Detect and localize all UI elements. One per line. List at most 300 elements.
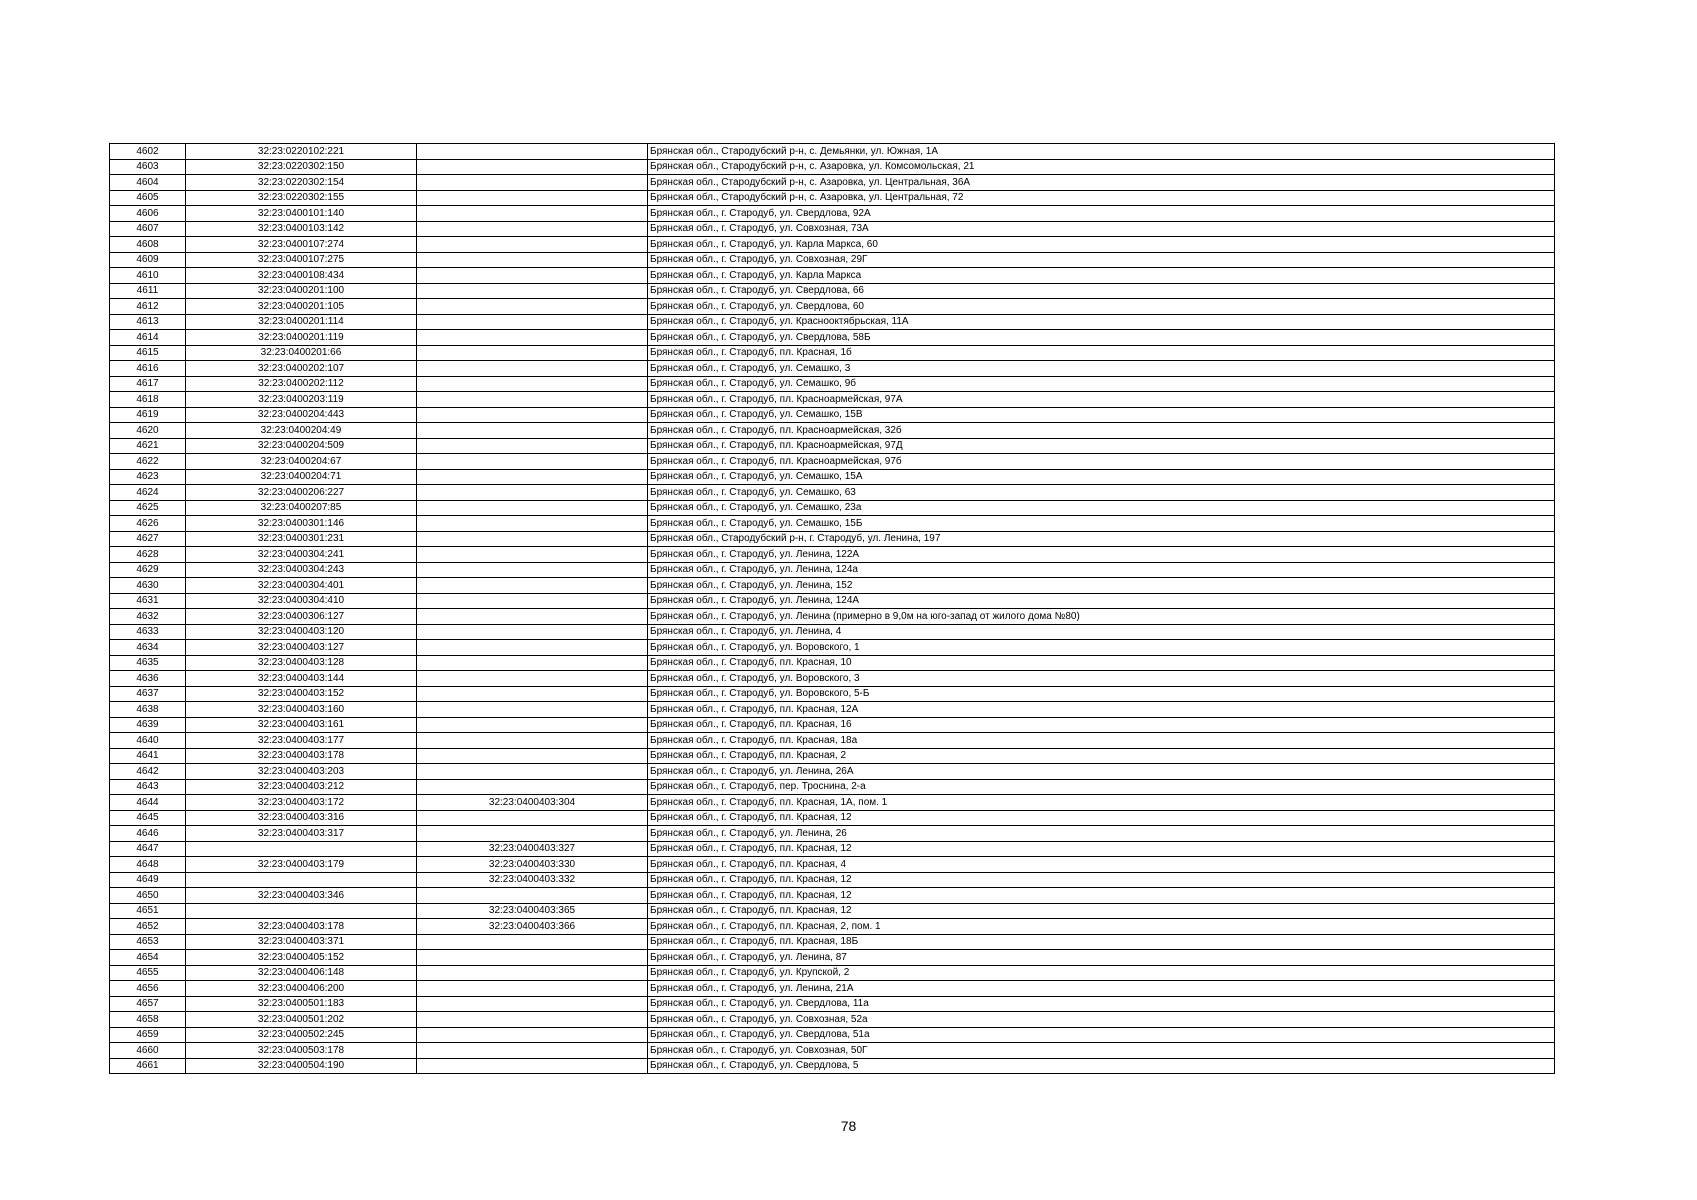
table-row (110, 221, 1555, 237)
table-row (110, 159, 1555, 175)
table-row (110, 423, 1555, 439)
table-row (110, 283, 1555, 299)
address-cell: Брянская обл., г. Стародуб, пл. Красная, 18Б (648, 934, 1555, 950)
building-cadastral-cell (417, 454, 648, 470)
cadastral-number-cell: 32:23:0400201:100 (186, 283, 417, 299)
address-cell: Брянская обл., г. Стародуб, пл. Красноармейская, 97А (648, 392, 1555, 408)
address-cell: Брянская обл., Стародубский р-н, с. Азаровка, ул. Центральная, 72 (648, 190, 1555, 206)
address-cell: Брянская обл., г. Стародуб, пл. Красноармейская, 32б (648, 423, 1555, 439)
table-row (110, 857, 1555, 873)
building-cadastral-cell (417, 671, 648, 687)
address-cell: Брянская обл., г. Стародуб, ул. Ленина (примерно в 9,0м на юго-запад от жилого дома №80) (648, 609, 1555, 625)
table-row (110, 206, 1555, 222)
address-cell: Брянская обл., г. Стародуб, пл. Красная, 12 (648, 810, 1555, 826)
building-cadastral-cell (417, 330, 648, 346)
building-cadastral-cell (417, 640, 648, 656)
building-cadastral-cell: 32:23:0400403:332 (417, 872, 648, 888)
address-cell: Брянская обл., г. Стародуб, пл. Красноармейская, 97Д (648, 438, 1555, 454)
building-cadastral-cell: 32:23:0400403:365 (417, 903, 648, 919)
table-row (110, 531, 1555, 547)
table-row (110, 686, 1555, 702)
table-row (110, 500, 1555, 516)
row-number-cell: 4643 (110, 779, 186, 795)
table-row (110, 237, 1555, 253)
table-row (110, 795, 1555, 811)
address-cell: Брянская обл., г. Стародуб, ул. Свердлова, 60 (648, 299, 1555, 315)
address-cell: Брянская обл., г. Стародуб, пл. Красная, 1А, пом. 1 (648, 795, 1555, 811)
table-row (110, 702, 1555, 718)
address-cell: Брянская обл., г. Стародуб, ул. Совхозная, 29Г (648, 252, 1555, 268)
row-number-cell: 4605 (110, 190, 186, 206)
row-number-cell: 4611 (110, 283, 186, 299)
cadastral-number-cell: 32:23:0400304:401 (186, 578, 417, 594)
row-number-cell: 4609 (110, 252, 186, 268)
cadastral-number-cell (186, 872, 417, 888)
row-number-cell: 4648 (110, 857, 186, 873)
building-cadastral-cell (417, 702, 648, 718)
building-cadastral-cell (417, 748, 648, 764)
cadastral-number-cell: 32:23:0400406:200 (186, 981, 417, 997)
row-number-cell: 4649 (110, 872, 186, 888)
row-number-cell: 4623 (110, 469, 186, 485)
building-cadastral-cell (417, 981, 648, 997)
row-number-cell: 4625 (110, 500, 186, 516)
cadastral-number-cell: 32:23:0400201:114 (186, 314, 417, 330)
address-cell: Брянская обл., г. Стародуб, ул. Ленина, 124а (648, 562, 1555, 578)
building-cadastral-cell (417, 965, 648, 981)
row-number-cell: 4659 (110, 1027, 186, 1043)
building-cadastral-cell (417, 578, 648, 594)
row-number-cell: 4632 (110, 609, 186, 625)
row-number-cell: 4628 (110, 547, 186, 563)
row-number-cell: 4640 (110, 733, 186, 749)
cadastral-number-cell: 32:23:0220102:221 (186, 144, 417, 160)
table-row (110, 1027, 1555, 1043)
cadastral-number-cell: 32:23:0400203:119 (186, 392, 417, 408)
building-cadastral-cell (417, 826, 648, 842)
row-number-cell: 4653 (110, 934, 186, 950)
row-number-cell: 4651 (110, 903, 186, 919)
building-cadastral-cell (417, 1012, 648, 1028)
table-row (110, 361, 1555, 377)
row-number-cell: 4658 (110, 1012, 186, 1028)
cadastral-number-cell: 32:23:0220302:155 (186, 190, 417, 206)
cadastral-number-cell: 32:23:0400403:317 (186, 826, 417, 842)
address-cell: Брянская обл., г. Стародуб, ул. Семашко, 9б (648, 376, 1555, 392)
address-cell: Брянская обл., г. Стародуб, ул. Ленина, 26 (648, 826, 1555, 842)
cadastral-number-cell: 32:23:0400306:127 (186, 609, 417, 625)
row-number-cell: 4615 (110, 345, 186, 361)
table-row (110, 609, 1555, 625)
building-cadastral-cell (417, 252, 648, 268)
cadastral-number-cell: 32:23:0400204:71 (186, 469, 417, 485)
building-cadastral-cell (417, 485, 648, 501)
cadastral-number-cell: 32:23:0400403:160 (186, 702, 417, 718)
address-cell: Брянская обл., г. Стародуб, ул. Ленина, 122А (648, 547, 1555, 563)
table-row (110, 919, 1555, 935)
page-number: 78 (840, 1118, 857, 1134)
row-number-cell: 4644 (110, 795, 186, 811)
table-row (110, 717, 1555, 733)
address-cell: Брянская обл., г. Стародуб, ул. Ленина, 21А (648, 981, 1555, 997)
address-cell: Брянская обл., г. Стародуб, ул. Свердлова, 58Б (648, 330, 1555, 346)
address-cell: Брянская обл., г. Стародуб, ул. Семашко, 3 (648, 361, 1555, 377)
building-cadastral-cell: 32:23:0400403:327 (417, 841, 648, 857)
table-row (110, 810, 1555, 826)
address-cell: Брянская обл., г. Стародуб, ул. Свердлова, 92А (648, 206, 1555, 222)
cadastral-number-cell (186, 903, 417, 919)
building-cadastral-cell (417, 764, 648, 780)
building-cadastral-cell (417, 376, 648, 392)
table-row (110, 314, 1555, 330)
address-cell: Брянская обл., г. Стародуб, ул. Семашко, 23а (648, 500, 1555, 516)
table-row (110, 934, 1555, 950)
address-cell: Брянская обл., г. Стародуб, ул. Воровского, 1 (648, 640, 1555, 656)
address-cell: Брянская обл., г. Стародуб, ул. Свердлова, 66 (648, 283, 1555, 299)
address-cell: Брянская обл., Стародубский р-н, с. Демьянки, ул. Южная, 1А (648, 144, 1555, 160)
building-cadastral-cell (417, 268, 648, 284)
row-number-cell: 4619 (110, 407, 186, 423)
table-row (110, 671, 1555, 687)
building-cadastral-cell (417, 159, 648, 175)
row-number-cell: 4654 (110, 950, 186, 966)
address-cell: Брянская обл., г. Стародуб, пер. Троснина, 2-а (648, 779, 1555, 795)
address-cell: Брянская обл., г. Стародуб, ул. Карла Маркса, 60 (648, 237, 1555, 253)
cadastral-number-cell: 32:23:0400206:227 (186, 485, 417, 501)
row-number-cell: 4621 (110, 438, 186, 454)
building-cadastral-cell (417, 996, 648, 1012)
building-cadastral-cell (417, 593, 648, 609)
address-cell: Брянская обл., г. Стародуб, ул. Свердлова, 5 (648, 1058, 1555, 1074)
row-number-cell: 4639 (110, 717, 186, 733)
cadastral-number-cell: 32:23:0400403:178 (186, 748, 417, 764)
row-number-cell: 4650 (110, 888, 186, 904)
row-number-cell: 4634 (110, 640, 186, 656)
cadastral-number-cell: 32:23:0400403:152 (186, 686, 417, 702)
building-cadastral-cell (417, 733, 648, 749)
building-cadastral-cell (417, 609, 648, 625)
row-number-cell: 4641 (110, 748, 186, 764)
building-cadastral-cell (417, 175, 648, 191)
cadastral-number-cell: 32:23:0400304:410 (186, 593, 417, 609)
row-number-cell: 4652 (110, 919, 186, 935)
row-number-cell: 4618 (110, 392, 186, 408)
cadastral-number-cell: 32:23:0400504:190 (186, 1058, 417, 1074)
cadastral-number-cell: 32:23:0400103:142 (186, 221, 417, 237)
table-row (110, 996, 1555, 1012)
address-cell: Брянская обл., г. Стародуб, ул. Семашко, 63 (648, 485, 1555, 501)
cadastral-number-cell: 32:23:0400501:202 (186, 1012, 417, 1028)
building-cadastral-cell (417, 500, 648, 516)
cadastral-number-cell: 32:23:0400107:275 (186, 252, 417, 268)
building-cadastral-cell (417, 562, 648, 578)
table-row (110, 826, 1555, 842)
cadastral-number-cell: 32:23:0400304:243 (186, 562, 417, 578)
row-number-cell: 4626 (110, 516, 186, 532)
address-cell: Брянская обл., Стародубский р-н, с. Азаровка, ул. Центральная, 36А (648, 175, 1555, 191)
building-cadastral-cell: 32:23:0400403:304 (417, 795, 648, 811)
cadastral-number-cell: 32:23:0400107:274 (186, 237, 417, 253)
cadastral-number-cell: 32:23:0400204:49 (186, 423, 417, 439)
table-row (110, 888, 1555, 904)
cadastral-number-cell: 32:23:0400403:120 (186, 624, 417, 640)
address-cell: Брянская обл., г. Стародуб, ул. Карла Маркса (648, 268, 1555, 284)
cadastral-number-cell: 32:23:0400202:107 (186, 361, 417, 377)
row-number-cell: 4647 (110, 841, 186, 857)
row-number-cell: 4603 (110, 159, 186, 175)
row-number-cell: 4657 (110, 996, 186, 1012)
cadastral-number-cell: 32:23:0400403:346 (186, 888, 417, 904)
building-cadastral-cell: 32:23:0400403:366 (417, 919, 648, 935)
cadastral-number-cell: 32:23:0400202:112 (186, 376, 417, 392)
cadastral-number-cell: 32:23:0400403:371 (186, 934, 417, 950)
table-row (110, 469, 1555, 485)
property-registry-table (109, 143, 1555, 1074)
cadastral-number-cell: 32:23:0400403:172 (186, 795, 417, 811)
cadastral-number-cell: 32:23:0400301:231 (186, 531, 417, 547)
table-row (110, 903, 1555, 919)
row-number-cell: 4661 (110, 1058, 186, 1074)
table-row (110, 144, 1555, 160)
address-cell: Брянская обл., г. Стародуб, ул. Ленина, 4 (648, 624, 1555, 640)
cadastral-number-cell: 32:23:0220302:150 (186, 159, 417, 175)
address-cell: Брянская обл., г. Стародуб, пл. Красная, 1б (648, 345, 1555, 361)
row-number-cell: 4614 (110, 330, 186, 346)
cadastral-number-cell: 32:23:0400403:177 (186, 733, 417, 749)
table-row (110, 841, 1555, 857)
cadastral-number-cell: 32:23:0400502:245 (186, 1027, 417, 1043)
row-number-cell: 4610 (110, 268, 186, 284)
building-cadastral-cell (417, 810, 648, 826)
row-number-cell: 4616 (110, 361, 186, 377)
building-cadastral-cell (417, 221, 648, 237)
row-number-cell: 4655 (110, 965, 186, 981)
building-cadastral-cell (417, 686, 648, 702)
building-cadastral-cell (417, 144, 648, 160)
cadastral-number-cell: 32:23:0400403:178 (186, 919, 417, 935)
table-row (110, 578, 1555, 594)
building-cadastral-cell (417, 361, 648, 377)
table-row (110, 981, 1555, 997)
row-number-cell: 4602 (110, 144, 186, 160)
table-row (110, 299, 1555, 315)
cadastral-number-cell: 32:23:0400403:161 (186, 717, 417, 733)
building-cadastral-cell (417, 624, 648, 640)
registry-table-body (110, 144, 1555, 1074)
building-cadastral-cell (417, 950, 648, 966)
table-row (110, 485, 1555, 501)
address-cell: Брянская обл., г. Стародуб, пл. Красная, 18а (648, 733, 1555, 749)
table-row (110, 392, 1555, 408)
table-row (110, 345, 1555, 361)
table-row (110, 376, 1555, 392)
address-cell: Брянская обл., г. Стародуб, ул. Крупской, 2 (648, 965, 1555, 981)
row-number-cell: 4633 (110, 624, 186, 640)
cadastral-number-cell: 32:23:0400403:203 (186, 764, 417, 780)
cadastral-number-cell: 32:23:0400501:183 (186, 996, 417, 1012)
table-row (110, 268, 1555, 284)
building-cadastral-cell (417, 206, 648, 222)
building-cadastral-cell (417, 516, 648, 532)
row-number-cell: 4631 (110, 593, 186, 609)
building-cadastral-cell (417, 1043, 648, 1059)
row-number-cell: 4606 (110, 206, 186, 222)
row-number-cell: 4645 (110, 810, 186, 826)
table-row (110, 950, 1555, 966)
cadastral-number-cell: 32:23:0400204:509 (186, 438, 417, 454)
address-cell: Брянская обл., г. Стародуб, пл. Красная, 12А (648, 702, 1555, 718)
building-cadastral-cell (417, 779, 648, 795)
table-row (110, 454, 1555, 470)
row-number-cell: 4608 (110, 237, 186, 253)
cadastral-number-cell: 32:23:0400201:119 (186, 330, 417, 346)
building-cadastral-cell (417, 438, 648, 454)
address-cell: Брянская обл., г. Стародуб, ул. Краснооктябрьская, 11А (648, 314, 1555, 330)
cadastral-number-cell: 32:23:0400201:66 (186, 345, 417, 361)
row-number-cell: 4635 (110, 655, 186, 671)
row-number-cell: 4638 (110, 702, 186, 718)
building-cadastral-cell (417, 1058, 648, 1074)
row-number-cell: 4660 (110, 1043, 186, 1059)
table-row (110, 1012, 1555, 1028)
row-number-cell: 4630 (110, 578, 186, 594)
address-cell: Брянская обл., г. Стародуб, пл. Красная, 16 (648, 717, 1555, 733)
table-row (110, 1043, 1555, 1059)
table-row (110, 438, 1555, 454)
building-cadastral-cell (417, 888, 648, 904)
building-cadastral-cell (417, 531, 648, 547)
cadastral-number-cell: 32:23:0400201:105 (186, 299, 417, 315)
table-row (110, 330, 1555, 346)
table-row (110, 175, 1555, 191)
address-cell: Брянская обл., г. Стародуб, ул. Семашко, 15Б (648, 516, 1555, 532)
table-row (110, 779, 1555, 795)
row-number-cell: 4604 (110, 175, 186, 191)
table-row (110, 872, 1555, 888)
address-cell: Брянская обл., г. Стародуб, пл. Красная, 12 (648, 841, 1555, 857)
cadastral-number-cell: 32:23:0400503:178 (186, 1043, 417, 1059)
table-row (110, 655, 1555, 671)
building-cadastral-cell (417, 1027, 648, 1043)
table-row (110, 640, 1555, 656)
address-cell: Брянская обл., г. Стародуб, ул. Ленина, 26А (648, 764, 1555, 780)
building-cadastral-cell (417, 190, 648, 206)
cadastral-number-cell: 32:23:0400403:128 (186, 655, 417, 671)
row-number-cell: 4656 (110, 981, 186, 997)
row-number-cell: 4629 (110, 562, 186, 578)
table-row (110, 516, 1555, 532)
address-cell: Брянская обл., г. Стародуб, ул. Семашко, 15В (648, 407, 1555, 423)
address-cell: Брянская обл., г. Стародуб, ул. Воровского, 5-Б (648, 686, 1555, 702)
address-cell: Брянская обл., г. Стародуб, пл. Красная, 12 (648, 888, 1555, 904)
address-cell: Брянская обл., г. Стародуб, пл. Красная, 2 (648, 748, 1555, 764)
row-number-cell: 4620 (110, 423, 186, 439)
address-cell: Брянская обл., г. Стародуб, пл. Красноармейская, 97б (648, 454, 1555, 470)
address-cell: Брянская обл., г. Стародуб, ул. Воровского, 3 (648, 671, 1555, 687)
address-cell: Брянская обл., г. Стародуб, ул. Совхозная, 50Г (648, 1043, 1555, 1059)
row-number-cell: 4624 (110, 485, 186, 501)
cadastral-number-cell: 32:23:0400108:434 (186, 268, 417, 284)
cadastral-number-cell: 32:23:0220302:154 (186, 175, 417, 191)
address-cell: Брянская обл., г. Стародуб, пл. Красная, 10 (648, 655, 1555, 671)
cadastral-number-cell: 32:23:0400403:179 (186, 857, 417, 873)
cadastral-number-cell: 32:23:0400403:212 (186, 779, 417, 795)
building-cadastral-cell (417, 407, 648, 423)
table-row (110, 1058, 1555, 1074)
building-cadastral-cell (417, 423, 648, 439)
cadastral-number-cell: 32:23:0400403:127 (186, 640, 417, 656)
table-row (110, 407, 1555, 423)
table-row (110, 764, 1555, 780)
building-cadastral-cell (417, 469, 648, 485)
cadastral-number-cell: 32:23:0400304:241 (186, 547, 417, 563)
cadastral-number-cell: 32:23:0400405:152 (186, 950, 417, 966)
table-row (110, 562, 1555, 578)
table-row (110, 190, 1555, 206)
table-row (110, 748, 1555, 764)
building-cadastral-cell (417, 299, 648, 315)
row-number-cell: 4646 (110, 826, 186, 842)
address-cell: Брянская обл., г. Стародуб, ул. Семашко, 15А (648, 469, 1555, 485)
row-number-cell: 4617 (110, 376, 186, 392)
building-cadastral-cell (417, 655, 648, 671)
building-cadastral-cell (417, 314, 648, 330)
address-cell: Брянская обл., г. Стародуб, пл. Красная, 2, пом. 1 (648, 919, 1555, 935)
cadastral-number-cell: 32:23:0400403:144 (186, 671, 417, 687)
table-row (110, 965, 1555, 981)
address-cell: Брянская обл., Стародубский р-н, г. Стародуб, ул. Ленина, 197 (648, 531, 1555, 547)
table-row (110, 252, 1555, 268)
building-cadastral-cell (417, 392, 648, 408)
building-cadastral-cell (417, 934, 648, 950)
address-cell: Брянская обл., г. Стародуб, пл. Красная, 4 (648, 857, 1555, 873)
cadastral-number-cell: 32:23:0400101:140 (186, 206, 417, 222)
address-cell: Брянская обл., г. Стародуб, пл. Красная, 12 (648, 903, 1555, 919)
row-number-cell: 4627 (110, 531, 186, 547)
cadastral-number-cell: 32:23:0400406:148 (186, 965, 417, 981)
building-cadastral-cell: 32:23:0400403:330 (417, 857, 648, 873)
address-cell: Брянская обл., г. Стародуб, ул. Ленина, 87 (648, 950, 1555, 966)
address-cell: Брянская обл., Стародубский р-н, с. Азаровка, ул. Комсомольская, 21 (648, 159, 1555, 175)
table-row (110, 733, 1555, 749)
row-number-cell: 4642 (110, 764, 186, 780)
row-number-cell: 4613 (110, 314, 186, 330)
table-row (110, 593, 1555, 609)
address-cell: Брянская обл., г. Стародуб, ул. Совхозная, 52а (648, 1012, 1555, 1028)
row-number-cell: 4622 (110, 454, 186, 470)
row-number-cell: 4636 (110, 671, 186, 687)
cadastral-number-cell (186, 841, 417, 857)
building-cadastral-cell (417, 283, 648, 299)
cadastral-number-cell: 32:23:0400204:67 (186, 454, 417, 470)
row-number-cell: 4612 (110, 299, 186, 315)
address-cell: Брянская обл., г. Стародуб, ул. Ленина, 152 (648, 578, 1555, 594)
building-cadastral-cell (417, 345, 648, 361)
cadastral-number-cell: 32:23:0400403:316 (186, 810, 417, 826)
cadastral-number-cell: 32:23:0400204:443 (186, 407, 417, 423)
address-cell: Брянская обл., г. Стародуб, пл. Красная, 12 (648, 872, 1555, 888)
building-cadastral-cell (417, 717, 648, 733)
building-cadastral-cell (417, 547, 648, 563)
address-cell: Брянская обл., г. Стародуб, ул. Свердлова, 51а (648, 1027, 1555, 1043)
cadastral-number-cell: 32:23:0400301:146 (186, 516, 417, 532)
cadastral-number-cell: 32:23:0400207:85 (186, 500, 417, 516)
row-number-cell: 4607 (110, 221, 186, 237)
building-cadastral-cell (417, 237, 648, 253)
table-row (110, 624, 1555, 640)
row-number-cell: 4637 (110, 686, 186, 702)
address-cell: Брянская обл., г. Стародуб, ул. Ленина, 124А (648, 593, 1555, 609)
